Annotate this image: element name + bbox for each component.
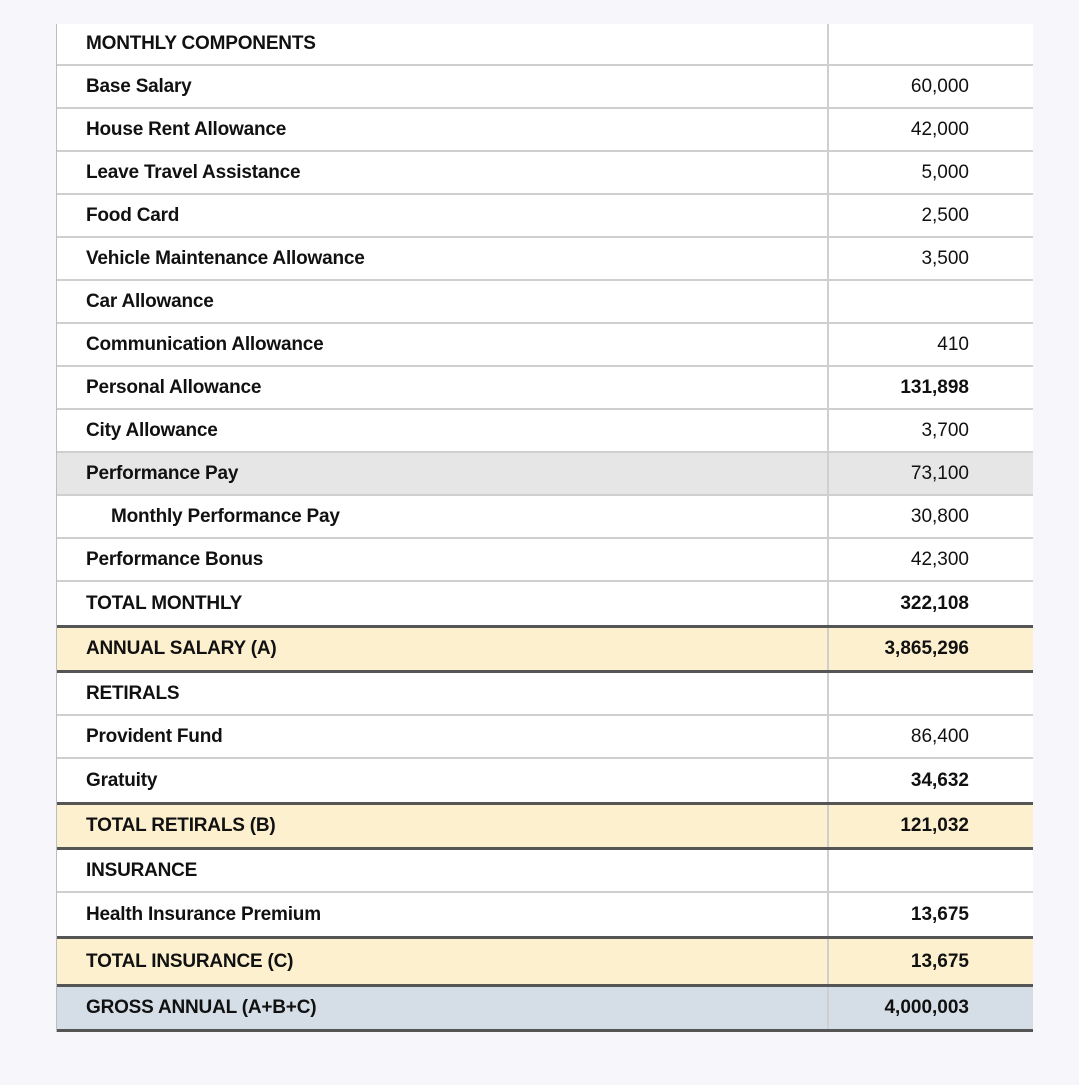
row-vehicle-maintenance-allowance <box>57 238 1033 281</box>
row-base-salary <box>57 66 1033 109</box>
row-car-allowance <box>57 281 1033 324</box>
row-label: GROSS ANNUAL (A+B+C) <box>57 987 829 1029</box>
row-label: Performance Pay <box>57 453 829 494</box>
row-label: House Rent Allowance <box>57 109 829 150</box>
row-label: RETIRALS <box>57 673 829 714</box>
row-value: 4,000,003 <box>884 997 969 1018</box>
row-value: 322,108 <box>900 592 969 614</box>
row-label: Vehicle Maintenance Allowance <box>57 238 829 279</box>
row-label: TOTAL INSURANCE (C) <box>57 939 829 984</box>
section-header-retirals <box>57 673 1033 716</box>
row-value: 5,000 <box>921 161 969 183</box>
row-personal-allowance <box>57 367 1033 410</box>
row-label: Performance Bonus <box>57 539 829 580</box>
row-label: Monthly Performance Pay <box>57 496 829 537</box>
row-value: 42,000 <box>910 118 969 140</box>
row-value: 73,100 <box>910 462 969 484</box>
row-label: Provident Fund <box>57 716 829 757</box>
salary-breakdown-table <box>56 24 1033 1032</box>
row-value <box>829 24 1033 64</box>
row-performance-pay <box>57 453 1033 496</box>
row-label: MONTHLY COMPONENTS <box>57 24 829 64</box>
row-label: Health Insurance Premium <box>57 893 829 936</box>
row-performance-bonus <box>57 539 1033 582</box>
row-city-allowance <box>57 410 1033 453</box>
row-gratuity <box>57 759 1033 802</box>
row-value: 3,500 <box>921 247 969 269</box>
row-label: INSURANCE <box>57 850 829 891</box>
row-value: 30,800 <box>910 505 969 527</box>
row-value: 2,500 <box>921 204 969 226</box>
row-total-retirals <box>57 802 1033 850</box>
row-label: ANNUAL SALARY (A) <box>57 628 829 670</box>
row-value <box>829 673 1033 714</box>
row-label: Leave Travel Assistance <box>57 152 829 193</box>
row-value: 86,400 <box>910 725 969 747</box>
row-value: 131,898 <box>900 376 969 398</box>
row-value: 13,675 <box>910 950 969 972</box>
row-value: 60,000 <box>910 75 969 97</box>
row-label: TOTAL RETIRALS (B) <box>57 805 829 847</box>
row-total-monthly <box>57 582 1033 625</box>
row-label: Base Salary <box>57 66 829 107</box>
row-value <box>829 850 1033 891</box>
row-monthly-performance-pay <box>57 496 1033 539</box>
row-provident-fund <box>57 716 1033 759</box>
row-label: TOTAL MONTHLY <box>57 582 829 625</box>
row-value: 121,032 <box>900 815 969 836</box>
row-annual-salary <box>57 625 1033 673</box>
row-label: Communication Allowance <box>57 324 829 365</box>
section-header-monthly-components <box>57 24 1033 66</box>
row-health-insurance-premium <box>57 893 1033 936</box>
row-label: Food Card <box>57 195 829 236</box>
row-value: 3,700 <box>921 419 969 441</box>
row-label: Gratuity <box>57 759 829 802</box>
row-total-insurance <box>57 936 1033 984</box>
row-label: Car Allowance <box>57 281 829 322</box>
section-header-insurance <box>57 850 1033 893</box>
row-value <box>829 281 1033 322</box>
row-food-card <box>57 195 1033 238</box>
row-value: 34,632 <box>910 769 969 791</box>
row-label: City Allowance <box>57 410 829 451</box>
row-value: 410 <box>937 333 969 355</box>
row-leave-travel-assistance <box>57 152 1033 195</box>
row-house-rent-allowance <box>57 109 1033 152</box>
row-value: 42,300 <box>910 548 969 570</box>
row-gross-annual <box>57 984 1033 1032</box>
row-value: 13,675 <box>910 903 969 925</box>
row-communication-allowance <box>57 324 1033 367</box>
row-value: 3,865,296 <box>884 638 969 659</box>
row-label: Personal Allowance <box>57 367 829 408</box>
